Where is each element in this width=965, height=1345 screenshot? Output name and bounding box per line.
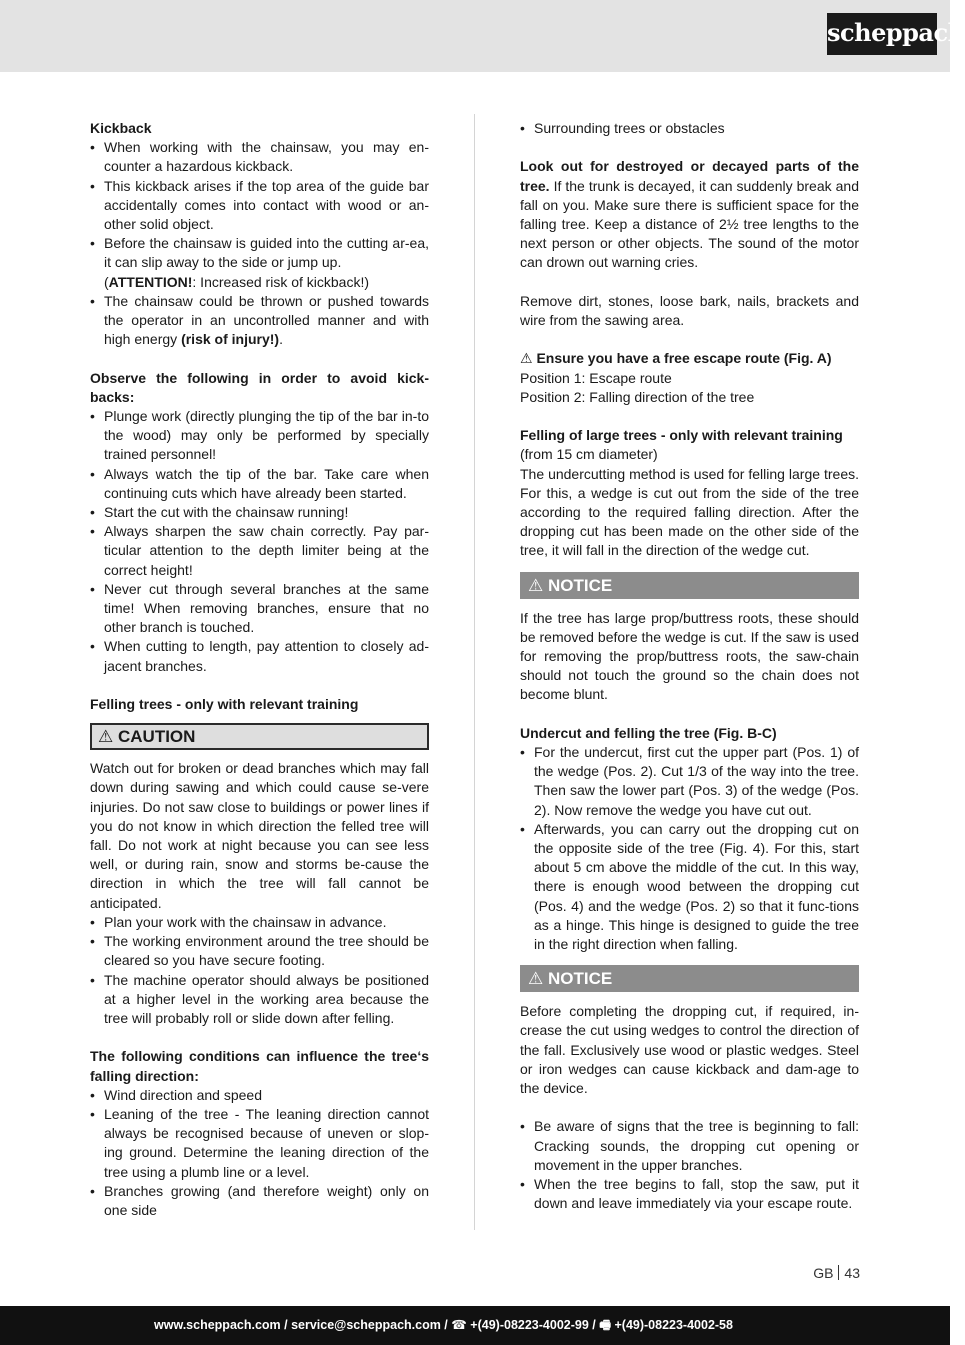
page-number-value: 43 [844, 1265, 860, 1281]
notice-text: Before completing the dropping cut, if required, in-crease the cut using wedges to control the direction of the fall. Exclusively use wood or plastic wedges. Steel or iron wedges can cause kickback and dam-age to the device. [520, 1003, 859, 1097]
list-item: • Start the cut with the chainsaw running! [90, 503, 429, 522]
bullet-icon: • [90, 235, 95, 252]
conditions-heading: The following conditions can influence the tree‘s falling direction: [90, 1048, 429, 1084]
page-number-separator [838, 1265, 839, 1280]
bullet-icon: • [90, 523, 95, 540]
list-item: • Be aware of signs that the tree is beginning to fall: Cracking sounds, the dropping cut opening or movement in the upper branches. [520, 1118, 859, 1173]
large-trees-text: The undercutting method is used for felling large trees. For this, a wedge is cut out from the side of the tree according to the required falling direction. After the dropping cut has been made on the other side of the tree, it will fall in the direction of the wedge cut. [520, 465, 859, 559]
escape-position-1: Position 1: Escape route [520, 369, 672, 386]
bullet-icon: • [520, 1118, 525, 1135]
notice-box [520, 965, 859, 992]
list-item: • Leaning of the tree - The leaning direction cannot always be recognised because of uneven or slop-ing ground. Determine the leaning direction of the tree using a plumb line or a level. [90, 1105, 429, 1180]
language-code: GB [813, 1265, 834, 1281]
decayed-paragraph: Look out for destroyed or decayed parts of the tree. If the trunk is decayed, it can suddenly break and fall on you. Make sure there is sufficient space for the falling tree. Keep a distance of 2½ tree lengths to the next person or other objects. The sound of the motor can drown out warning cries. [520, 158, 859, 271]
notice-text: If the tree has large prop/buttress roots, these should be removed before the wedge is cut. If the saw is used for removing the prop/buttress roots, the saw-chain should not touch the ground so the chain does not become blunt. [520, 609, 859, 703]
list-item: • Always watch the tip of the bar. Take care when continuing cuts which have already been started. [90, 465, 429, 501]
list-item: • For the undercut, first cut the upper part (Pos. 1) of the wedge (Pos. 2). Cut 1/3 of the way into the tree. Then saw the lower part (Pos. 3) of the wedge (Pos. 2). Now remove the wedge you have cut out. [520, 744, 859, 818]
list-item: • This kickback arises if the top area of the guide bar accidentally comes into contact with wood or an-other solid object. [90, 177, 429, 233]
left-column [90, 119, 429, 1220]
list-item: • When the tree begins to fall, stop the saw, put it down and leave immediately via your escape route. [520, 1176, 859, 1212]
large-trees-heading: Felling of large trees - only with relevant training [520, 427, 843, 444]
bullet-icon: • [90, 139, 95, 156]
list-item: • Branches growing (and therefore weight) only on one side [90, 1182, 429, 1218]
bullet-icon: • [90, 177, 95, 194]
caution-text: Watch out for broken or dead branches which may fall down during sawing and which could cause se-vere injuries. Do not saw close to buildings or power lines if you do not know in which direction the felled tree will fall. Do not work at night because you can see less well, or during rain, snow and storms be-cause the direction in which the tree will fall cannot be anticipated. [90, 760, 429, 911]
list-item: • Plan your work with the chainsaw in advance. [90, 913, 429, 932]
warning-icon: ⚠ [520, 350, 533, 367]
caution-box [90, 723, 429, 750]
bullet-icon: • [90, 465, 95, 482]
page-number [813, 1265, 860, 1281]
bullet-icon: • [90, 913, 95, 930]
list-item: • The working environment around the tree should be cleared so you have secure footing. [90, 933, 429, 969]
felling-heading: Felling trees - only with relevant training [90, 696, 359, 713]
conditions-list [90, 1086, 429, 1220]
list-item: • Afterwards, you can carry out the dropping cut on the opposite side of the tree (Fig. 4). For this, start about 5 cm above the middle of the cut. In this way, there is enough wood between the dropping cut (Pos. 4) and the wedge (Pos. 2) so that it func-tions as a hinge. This hinge is designed to guide the tree in the right direction when falling. [520, 820, 859, 953]
bullet-icon: • [90, 1105, 95, 1122]
bullet-icon: • [90, 1182, 95, 1199]
list-item: • Always sharpen the saw chain correctly. Pay par-ticular attention to the depth limiter being at the correct height! [90, 523, 429, 578]
caution-list [90, 913, 429, 1028]
bullet-icon: • [90, 292, 95, 309]
bullet-icon: • [520, 120, 525, 136]
attention-label: ATTENTION! [108, 273, 193, 290]
escape-position-2: Position 2: Falling direction of the tree [520, 388, 755, 405]
bullet-icon: • [90, 638, 95, 655]
list-item: • Never cut through several branches at the same time! When removing branches, ensure that no other branch is touched. [90, 580, 429, 636]
warning-icon: ⚠ [528, 969, 544, 989]
observe-heading: Observe the following in order to avoid kick-backs: [90, 369, 429, 405]
risk-of-injury: (risk of injury!) [181, 331, 280, 348]
falling-signs-list [520, 1117, 859, 1213]
warning-icon: ⚠ [528, 575, 544, 595]
contact-line: www.scheppach.com / service@scheppach.com / ☎ +(49)-08223-4002-99 / 🖷 +(49)-08223-4002-58 [154, 1318, 733, 1332]
undercut-heading: Undercut and felling the tree (Fig. B-C) [520, 724, 777, 741]
caution-label: CAUTION [117, 727, 196, 747]
decayed-heading: Look out for destroyed or decayed parts of the tree. [520, 158, 859, 194]
column-divider [474, 114, 475, 1230]
list-item: • When cutting to length, pay attention to closely ad-jacent branches. [90, 638, 429, 674]
list-item: • When working with the chainsaw, you may en-counter a hazardous kickback. [90, 139, 429, 175]
bullet-icon: • [520, 744, 525, 761]
bullet-icon: • [90, 1086, 95, 1103]
list-item: • Surrounding trees or obstacles [520, 119, 859, 138]
kickback-heading: Kickback [90, 120, 152, 136]
list-item: • The machine operator should always be positioned at a higher level in the working area because the tree will probably roll or slide down after felling. [90, 971, 429, 1026]
bullet-icon: • [90, 933, 95, 950]
brand-logo: scheppach [827, 13, 937, 55]
large-trees-subheading: (from 15 cm diameter) [520, 446, 658, 463]
notice-box [520, 572, 859, 599]
header-bar [0, 0, 965, 72]
remove-paragraph: Remove dirt, stones, loose bark, nails, brackets and wire from the sawing area. [520, 292, 859, 328]
bullet-icon: • [90, 971, 95, 988]
list-item: • Before the chainsaw is guided into the cutting ar-ea, it can slip away to the side or jump up. (ATTENTION!: Increased risk of kickback!) [90, 235, 429, 290]
bullet-icon: • [90, 580, 95, 597]
bullet-icon: • [520, 1176, 525, 1193]
list-item: • Plunge work (directly plunging the tip of the bar in-to the wood) may only be performed by specially trained personnel! [90, 408, 429, 463]
undercut-list [520, 743, 859, 954]
right-column [520, 119, 859, 1213]
notice-label: NOTICE [547, 575, 613, 595]
bullet-icon: • [90, 504, 95, 521]
warning-icon: ⚠ [98, 727, 114, 747]
bullet-icon: • [520, 820, 525, 837]
list-item: • The chainsaw could be thrown or pushed towards the operator in an uncontrolled manner and with high energy (risk of injury!). [90, 292, 429, 348]
observe-list [90, 407, 429, 676]
list-item: • Wind direction and speed [90, 1086, 429, 1105]
bullet-icon: • [90, 408, 95, 425]
notice-label: NOTICE [547, 969, 613, 989]
escape-heading: ⚠ Ensure you have a free escape route (Fig. A) [520, 350, 832, 367]
kickback-list [90, 138, 429, 349]
obstacles-list [520, 119, 859, 138]
